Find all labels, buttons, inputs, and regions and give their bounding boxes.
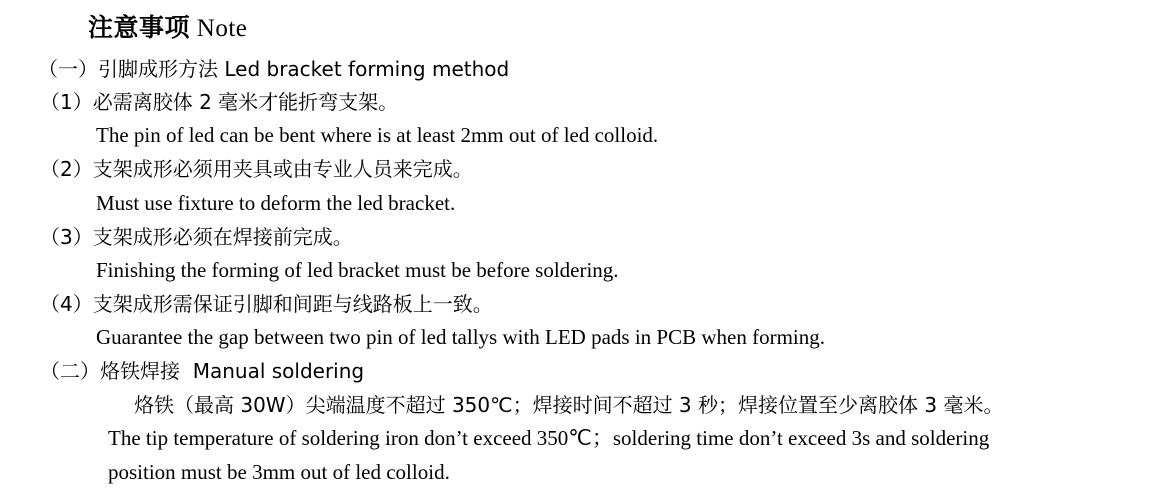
item-1-1-cn-text: （1）必需离胶体 2 毫米才能折弯支架。 — [40, 89, 399, 114]
item-1-3-en-text: Finishing the forming of led bracket must be before soldering. — [96, 258, 619, 283]
item-2-1-en-b-text: position must be 3mm out of led colloid. — [108, 460, 450, 485]
item-1-4-cn-text: （4）支架成形需保证引脚和间距与线路板上一致。 — [40, 291, 493, 316]
section-1-heading-text: （一）引脚成形方法 Led bracket forming method — [38, 56, 510, 81]
item-1-1-en-text: The pin of led can be bent where is at least 2mm out of led colloid. — [96, 123, 659, 148]
item-1-1-cn — [40, 85, 1154, 118]
section-2-heading — [40, 354, 1154, 387]
section-2-heading-text: （二）烙铁焊接 Manual soldering — [40, 359, 365, 384]
item-1-2-en-text: Must use fixture to deform the led bracket. — [96, 190, 456, 215]
item-1-4-cn — [40, 287, 1154, 320]
page-title-cn: 注意事项 — [88, 13, 191, 42]
item-1-1-en — [96, 118, 1154, 152]
item-2-1-en-a — [108, 421, 1154, 455]
item-1-4-en-text: Guarantee the gap between two pin of led tallys with LED pads in PCB when forming. — [96, 325, 826, 350]
item-2-1-cn-text: 烙铁（最高 30W）尖端温度不超过 350℃；焊接时间不超过 3 秒；焊接位置至少离胶体 3 毫米。 — [134, 392, 1004, 417]
item-2-1-en-a-text: The tip temperature of soldering iron don’t exceed 350℃；soldering time don’t exceed 3s and soldering — [108, 426, 990, 451]
item-2-1-cn — [134, 388, 1154, 421]
item-1-2-cn-text: （2）支架成形必须用夹具或由专业人员来完成。 — [40, 157, 473, 182]
note-body — [10, 52, 1154, 490]
item-2-1-en-b — [108, 455, 1154, 489]
item-1-4-en — [96, 320, 1154, 354]
item-1-3-cn-text: （3）支架成形必须在焊接前完成。 — [40, 224, 353, 249]
item-1-2-cn — [40, 152, 1154, 185]
item-1-2-en — [96, 186, 1154, 220]
section-1-heading — [38, 52, 1154, 85]
page-title — [88, 12, 1154, 46]
item-1-3-cn — [40, 220, 1154, 253]
page-title-en: Note — [196, 15, 248, 42]
item-1-3-en — [96, 253, 1154, 287]
